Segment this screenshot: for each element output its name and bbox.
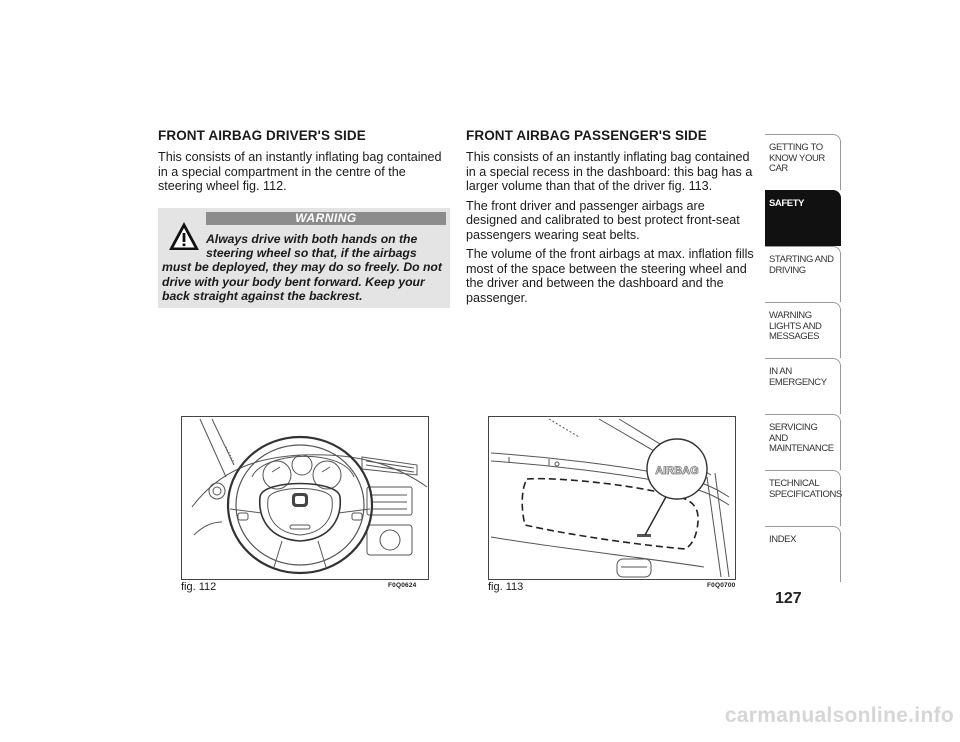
tab-in-an-emergency[interactable]: IN AN EMERGENCY	[765, 358, 841, 414]
driver-airbag-paragraph: This consists of an instantly inflating bag contained in a special compartment in the centre of the steering wheel fig. 112.	[158, 150, 442, 193]
tab-technical-specifications[interactable]: TECHNICAL SPECIFICATIONS	[765, 470, 841, 526]
warning-line-rest: must be deployed, they may do so freely. Do not drive with your body bent forward. Keep your back straight against the backrest.	[162, 260, 442, 303]
warning-text	[162, 232, 446, 303]
warning-line-b: steering wheel so that, if the airbags	[206, 246, 417, 261]
right-column	[466, 128, 758, 310]
section-heading-passenger: FRONT AIRBAG PASSENGER'S SIDE	[466, 128, 707, 143]
tab-index[interactable]: INDEX	[765, 526, 841, 582]
passenger-airbag-illustration	[489, 417, 735, 579]
tab-safety[interactable]: SAFETY	[765, 190, 841, 246]
passenger-airbag-paragraph-3: The volume of the front airbags at max. inflation fills most of the space between the steering wheel and the driver and between the dashboard and the passenger.	[466, 247, 754, 305]
figure-steering-wheel	[181, 416, 429, 580]
tab-warning-lights-and-messages[interactable]: WARNING LIGHTS AND MESSAGES	[765, 302, 841, 358]
page-number: 127	[775, 590, 802, 607]
tab-starting-and-driving[interactable]: STARTING AND DRIVING	[765, 246, 841, 302]
warning-box	[158, 208, 450, 308]
left-column	[158, 128, 450, 199]
figure-code-112: F0Q0624	[388, 582, 417, 589]
passenger-airbag-paragraph-2: The front driver and passenger airbags are designed and calibrated to best protect front-seat passengers wearing seat belts.	[466, 198, 740, 242]
tab-getting-to-know-your-car[interactable]: GETTING TO KNOW YOUR CAR	[765, 134, 841, 190]
airbag-callout-label: AIRBAG	[655, 465, 699, 477]
steering-wheel-illustration	[182, 417, 428, 579]
warning-title: WARNING	[206, 212, 446, 225]
figure-caption-112: fig. 112	[181, 581, 217, 593]
figure-passenger-airbag	[488, 416, 736, 580]
section-heading-driver: FRONT AIRBAG DRIVER'S SIDE	[158, 128, 366, 143]
figure-caption-113: fig. 113	[488, 581, 524, 593]
warning-line-a: Always drive with both hands on the	[206, 232, 418, 246]
tab-servicing-and-maintenance[interactable]: SERVICING AND MAINTENANCE	[765, 414, 841, 470]
watermark: carmanualsonline.info	[724, 704, 954, 727]
chapter-tabs	[765, 134, 841, 582]
passenger-airbag-paragraph-1: This consists of an instantly inflating bag contained in a special recess in the dashboard: this bag has a larger volume than that of the driver fig. 113.	[466, 150, 753, 193]
fiat-badge-icon	[292, 493, 308, 507]
figure-code-113: F0Q0700	[707, 582, 736, 589]
